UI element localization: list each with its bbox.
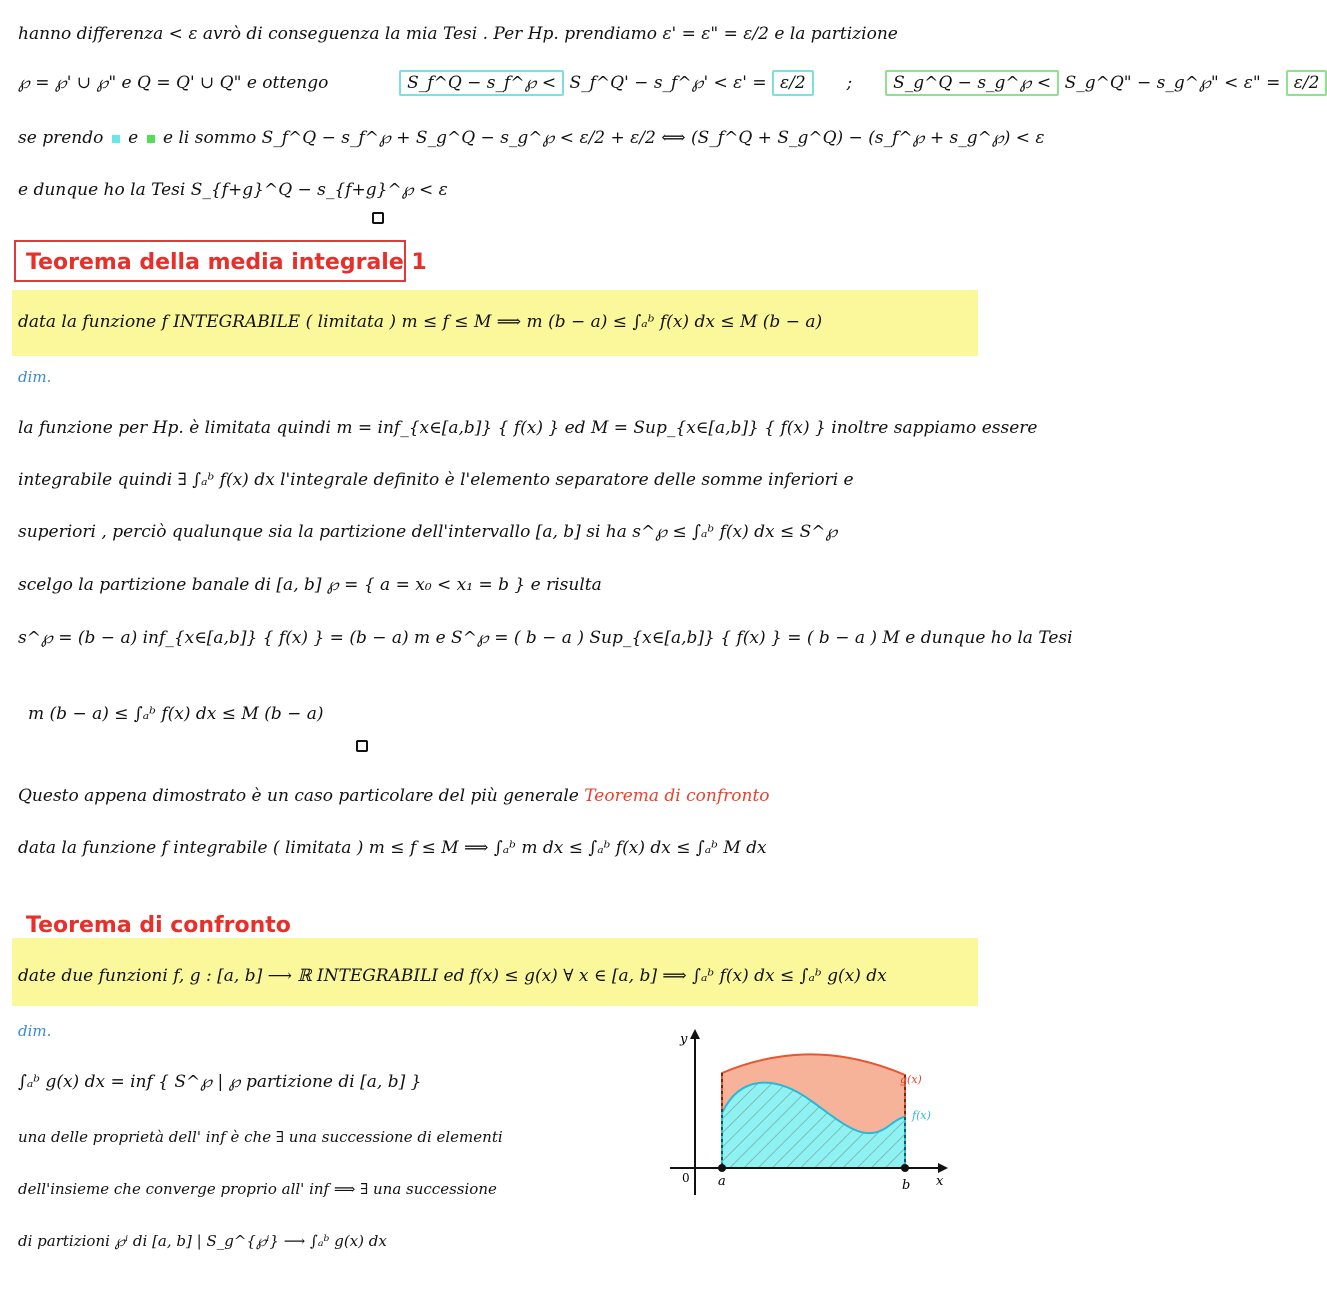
theorem2-statement: date due funzioni f, g : [a, b] ⟶ ℝ INTEGRABILI ed f(x) ≤ g(x) ∀ x ∈ [a, b] ⟹ ∫ₐᵇ f(x) dx ≤ ∫ₐᵇ g(x) dx <box>18 966 887 986</box>
line2-separator: ; <box>846 73 853 93</box>
line2-middle-1: S_f^Q' − s_f^℘' < ε' = <box>569 73 767 93</box>
green-box-frac: ε/2 <box>1286 70 1327 96</box>
qed-square-1 <box>372 212 384 224</box>
cyan-box-frac: ε/2 <box>772 70 814 96</box>
theorem1-statement: data la funzione f INTEGRABILE ( limitata ) m ≤ f ≤ M ⟹ m (b − a) ≤ ∫ₐᵇ f(x) dx ≤ M (b − a) <box>18 312 823 332</box>
x-axis-arrow <box>938 1163 948 1173</box>
line3-prefix: se prendo <box>18 128 104 148</box>
text-line-3 <box>18 128 1045 148</box>
remark-line-1 <box>18 786 770 806</box>
point-b <box>901 1164 909 1172</box>
remark-text: Questo appena dimostrato è un caso particolare del più generale <box>18 786 579 806</box>
comparison-graph <box>660 1025 960 1200</box>
theorem1-proof-line-2: integrabile quindi ∃ ∫ₐᵇ f(x) dx l'integrale definito è l'elemento separatore delle somme inferiori e <box>18 470 854 490</box>
theorem1-proof-line-5: s^℘ = (b − a) inf_{x∈[a,b]} { f(x) } = (b − a) m e S^℘ = ( b − a ) Sup_{x∈[a,b]} { f(x) } = ( b − a ) M e dunque ho la Tesi <box>18 628 1073 648</box>
green-box-1: S_g^Q − s_g^℘ < <box>885 70 1059 96</box>
x-axis-label: x <box>936 1174 944 1189</box>
origin-label: 0 <box>682 1171 690 1185</box>
remark-link-teorema-confronto: Teorema di confronto <box>584 786 770 806</box>
text-line-2 <box>18 70 1327 96</box>
line2-middle-2: S_g^Q" − s_g^℘" < ε" = <box>1064 73 1281 93</box>
text-line-4: e dunque ho la Tesi S_{f+g}^Q − s_{f+g}^℘ < ε <box>18 180 448 200</box>
a-label: a <box>718 1174 726 1189</box>
line3-suffix: e li sommo S_f^Q − s_f^℘ + S_g^Q − s_g^℘ < ε/2 + ε/2 ⟺ (S_f^Q + S_g^Q) − (s_f^℘ + s_g^℘) < ε <box>163 128 1045 148</box>
theorem1-proof-line-6: m (b − a) ≤ ∫ₐᵇ f(x) dx ≤ M (b − a) <box>28 704 324 724</box>
theorem1-title: Teorema della media integrale 1 <box>26 250 427 275</box>
theorem2-proof-line-4: di partizioni ℘ⁱ di [a, b] | S_g^{℘ⁱ} ⟶ ∫ₐᵇ g(x) dx <box>18 1232 387 1250</box>
b-label: b <box>902 1178 911 1193</box>
line3-and: e <box>128 128 139 148</box>
theorem1-proof-line-3: superiori , perciò qualunque sia la partizione dell'intervallo [a, b] si ha s^℘ ≤ ∫ₐᵇ f(x) dx ≤ S^℘ <box>18 522 838 542</box>
green-square-marker <box>147 135 155 143</box>
theorem2-proof-line-1: ∫ₐᵇ g(x) dx = inf { S^℘ | ℘ partizione di [a, b] } <box>18 1072 422 1092</box>
theorem2-proof-line-3: dell'insieme che converge proprio all' inf ⟹ ∃ una successione <box>18 1180 497 1198</box>
g-label: g(x) <box>900 1073 922 1086</box>
theorem2-title: Teorema di confronto <box>26 913 291 938</box>
y-axis-label: y <box>680 1032 688 1047</box>
line2-prefix: ℘ = ℘' ∪ ℘" e Q = Q' ∪ Q" e ottengo <box>18 73 329 93</box>
theorem2-proof-line-2: una delle proprietà dell' inf è che ∃ una successione di elementi <box>18 1128 503 1146</box>
theorem2-dim-label: dim. <box>18 1022 52 1040</box>
y-axis-arrow <box>690 1029 700 1039</box>
point-a <box>718 1164 726 1172</box>
theorem1-proof-line-1: la funzione per Hp. è limitata quindi m = inf_{x∈[a,b]} { f(x) } ed M = Sup_{x∈[a,b]} { f(x) } inoltre sappiamo essere <box>18 418 1038 438</box>
theorem1-proof-line-4: scelgo la partizione banale di [a, b] ℘ = { a = x₀ < x₁ = b } e risulta <box>18 575 602 595</box>
f-label: f(x) <box>912 1109 931 1122</box>
text-line-1: hanno differenza < ε avrò di conseguenza la mia Tesi . Per Hp. prendiamo ε' = ε" = ε/2 e la partizione <box>18 24 898 44</box>
cyan-square-marker <box>112 135 120 143</box>
qed-square-2 <box>356 740 368 752</box>
cyan-box-1: S_f^Q − s_f^℘ < <box>399 70 564 96</box>
theorem1-dim-label: dim. <box>18 368 52 386</box>
remark-line-2: data la funzione f integrabile ( limitata ) m ≤ f ≤ M ⟹ ∫ₐᵇ m dx ≤ ∫ₐᵇ f(x) dx ≤ ∫ₐᵇ M dx <box>18 838 767 858</box>
